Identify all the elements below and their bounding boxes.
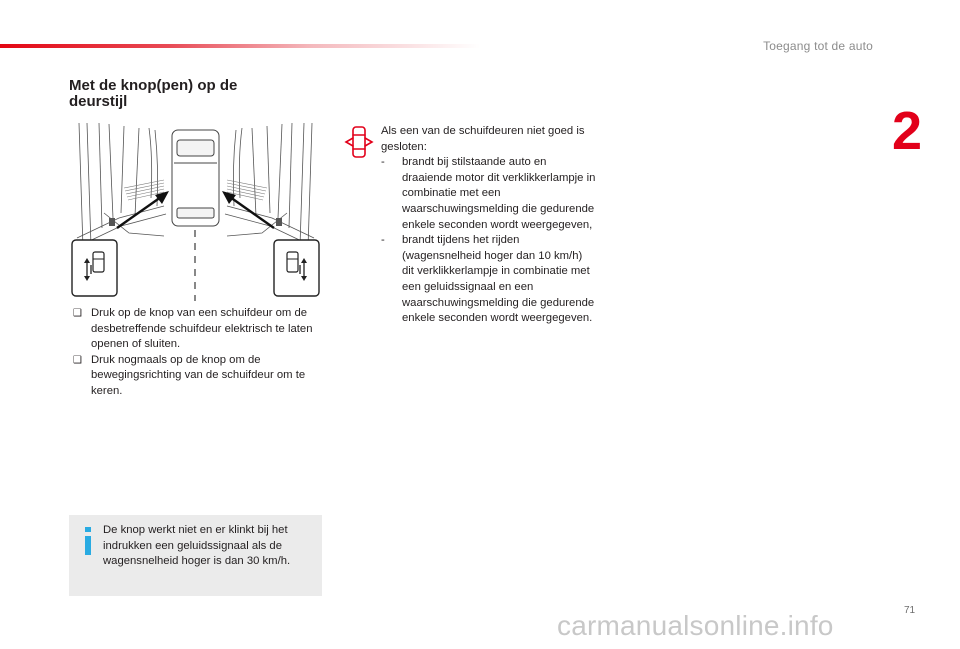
warning-item: - brandt tijdens het rijden (wagensnelheid hoger dan 10 km/h) dit verklikkerlampje in combinatie met een geluidssignaal en een waarschuwingsmelding die gedurende enkele seconden wordt weergegeven. xyxy=(381,234,595,325)
door-open-warning-icon xyxy=(343,125,375,159)
instruction-list xyxy=(70,306,328,400)
chapter-number: 2 xyxy=(892,101,923,161)
instruction-item xyxy=(70,306,328,353)
instruction-text: Druk op de knop van een schuifdeur om de desbetreffende schuifdeur elektrisch te laten openen of sluiten. xyxy=(91,307,313,351)
header-accent-bar xyxy=(0,44,480,48)
chapter-title: Toegang tot de auto xyxy=(763,39,873,53)
right-button-callout xyxy=(274,240,319,296)
page-number: 71 xyxy=(904,605,916,616)
checkbox-bullet-icon: ❑ xyxy=(73,354,82,366)
checkbox-bullet-icon: ❑ xyxy=(73,308,82,319)
warning-intro: Als een van de schuifdeuren niet goed is gesloten: xyxy=(381,125,585,153)
warning-block xyxy=(381,124,596,327)
instruction-text: Druk nogmaals op de knop om de bewegingsrichting van de schuifdeur om te keren. xyxy=(91,353,306,397)
sliding-door-button-illustration xyxy=(69,118,322,303)
section-title: Met de knop(pen) op de deurstijl xyxy=(69,77,238,110)
warning-item: - brandt bij stilstaande auto en draaiende motor dit verklikkerlampje in combinatie met een waarschuwingsmelding die gedurende enkele seconden wordt weergegeven, xyxy=(381,156,596,231)
warning-item-text: brandt tijdens het rijden (wagensnelheid hoger dan 10 km/h) dit verklikkerlampje in combinatie met een geluidssignaal en een waarschuwingsmelding die gedurende enkele seconden wordt weergegeven. xyxy=(402,234,595,325)
info-box xyxy=(69,515,322,596)
watermark: carmanualsonline.info xyxy=(557,610,834,641)
right-pillar-button xyxy=(276,218,282,226)
van-top-view xyxy=(172,130,219,226)
instruction-item xyxy=(70,353,328,400)
left-pillar-button xyxy=(109,218,115,226)
warning-item-text: brandt bij stilstaande auto en draaiende motor dit verklikkerlampje in combinatie met een waarschuwingsmelding die gedurende enkele seconden wordt weergegeven, xyxy=(402,156,596,231)
left-button-callout xyxy=(72,240,117,296)
info-icon xyxy=(81,527,95,555)
info-text: De knop werkt niet en er klinkt bij het indrukken een geluidssignaal als de wagensnelheid hoger is dan 30 km/h. xyxy=(103,524,291,568)
